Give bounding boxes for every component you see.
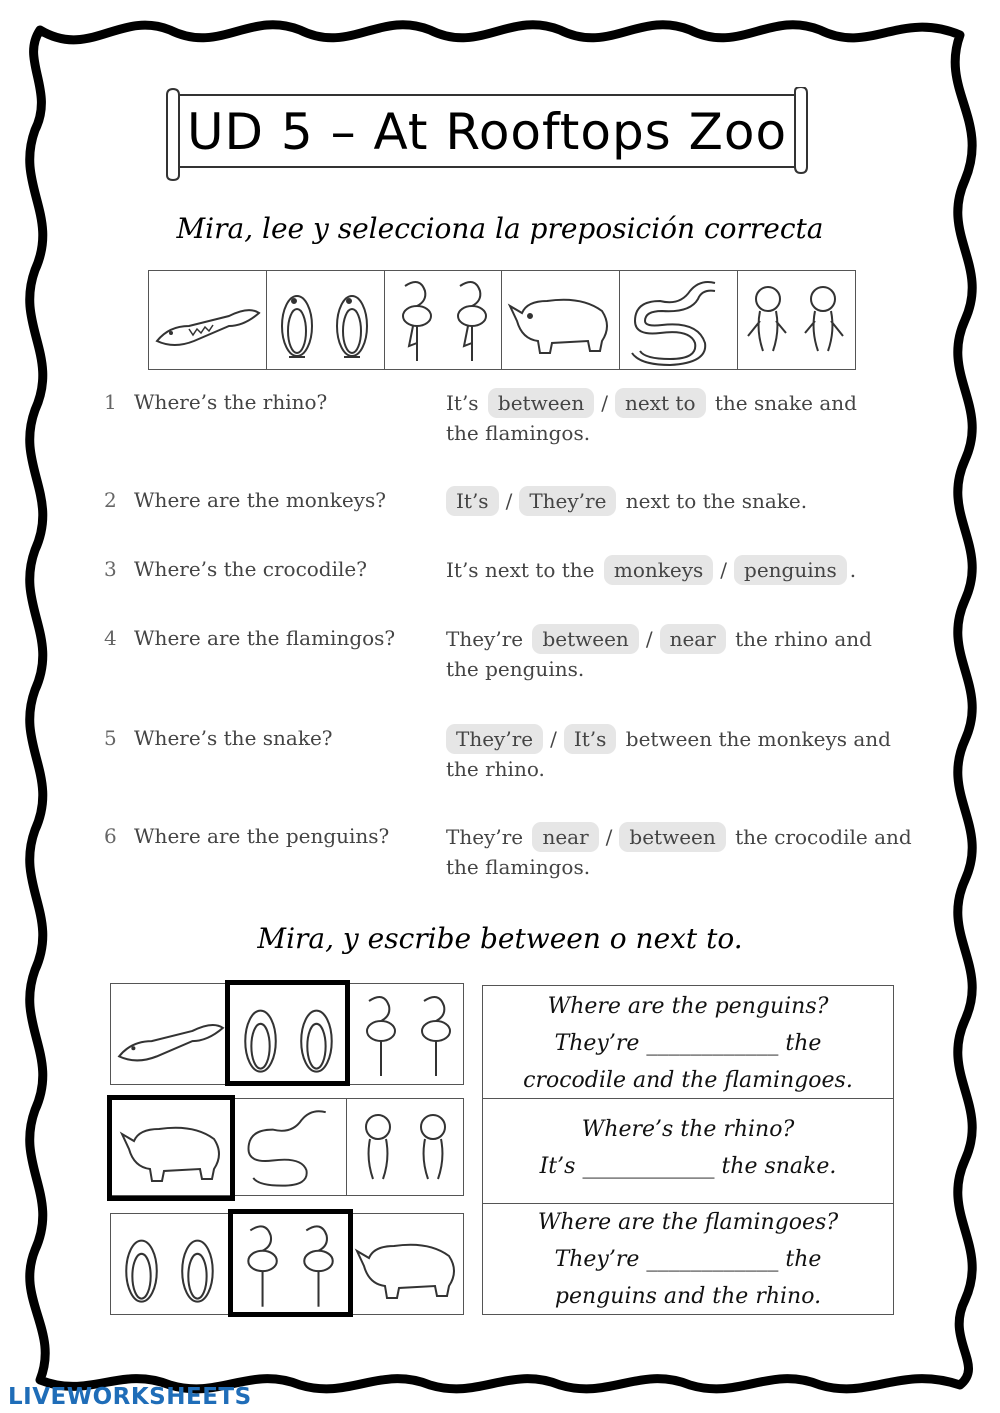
penguins-icon bbox=[111, 1214, 230, 1314]
rhino-icon bbox=[502, 271, 620, 369]
page-title: UD 5 – At Rooftops Zoo bbox=[186, 103, 788, 161]
instruction-write: Mira, y escribe between o next to. bbox=[257, 922, 743, 955]
monkeys-icon bbox=[738, 271, 855, 369]
answer-blank[interactable]: ____________ bbox=[646, 1247, 779, 1272]
question-4: 4 Where are the flamingos? bbox=[104, 626, 396, 650]
question-6: 6 Where are the penguins? bbox=[104, 824, 390, 848]
animal-strip bbox=[148, 270, 856, 370]
option-theyre[interactable]: They’re bbox=[446, 724, 543, 754]
flamingos-icon bbox=[349, 984, 465, 1084]
writing-item-3: Where are the flamingoes? They’re ____________ the penguins and the rhino. bbox=[483, 1203, 893, 1315]
answer-5: They’re / It’s between the monkeys and the rhino. bbox=[446, 724, 926, 784]
highlight-box bbox=[225, 980, 350, 1086]
question-3: 3 Where’s the crocodile? bbox=[104, 557, 367, 581]
option-between[interactable]: between bbox=[488, 388, 594, 418]
option-between[interactable]: between bbox=[619, 822, 725, 852]
snake-icon bbox=[620, 271, 738, 369]
question-2: 2 Where are the monkeys? bbox=[104, 488, 386, 512]
snake-icon bbox=[234, 1099, 347, 1195]
instruction-select: Mira, lee y selecciona la preposición correcta bbox=[176, 212, 824, 245]
option-monkeys[interactable]: monkeys bbox=[604, 555, 713, 585]
option-near[interactable]: near bbox=[532, 822, 598, 852]
crocodile-icon bbox=[149, 271, 267, 369]
rhino-icon bbox=[349, 1214, 465, 1314]
question-5: 5 Where’s the snake? bbox=[104, 726, 333, 750]
liveworksheets-logo: LIVEWORKSHEETS bbox=[8, 1384, 252, 1410]
penguins-icon bbox=[267, 271, 385, 369]
answer-6: They’re near / between the crocodile and the flamingos. bbox=[446, 822, 926, 882]
answer-2: It’s / They’re next to the snake. bbox=[446, 486, 926, 516]
writing-item-1: Where are the penguins? They’re ____________ the crocodile and the flamingoes. bbox=[523, 994, 853, 1093]
answer-blank[interactable]: ____________ bbox=[582, 1154, 715, 1179]
answer-blank[interactable]: ____________ bbox=[646, 1031, 779, 1056]
option-its[interactable]: It’s bbox=[446, 486, 499, 516]
crocodile-icon bbox=[111, 984, 230, 1084]
question-1: 1 Where’s the rhino? bbox=[104, 390, 328, 414]
option-theyre[interactable]: They’re bbox=[519, 486, 616, 516]
answer-4: They’re between / near the rhino and the penguins. bbox=[446, 624, 926, 684]
highlight-box bbox=[228, 1209, 353, 1317]
answer-3: It’s next to the monkeys / penguins . bbox=[446, 555, 926, 585]
option-its[interactable]: It’s bbox=[564, 724, 617, 754]
writing-item-2: Where’s the rhino? It’s ____________ the snake. bbox=[483, 1098, 893, 1203]
highlight-box bbox=[107, 1095, 235, 1201]
monkeys-icon bbox=[347, 1099, 465, 1195]
writing-panel bbox=[482, 985, 894, 1315]
flamingos-icon bbox=[385, 271, 503, 369]
option-next-to[interactable]: next to bbox=[615, 388, 705, 418]
option-between[interactable]: between bbox=[532, 624, 638, 654]
answer-1: It’s between / next to the snake and the flamingos. bbox=[446, 388, 926, 448]
option-penguins[interactable]: penguins bbox=[734, 555, 847, 585]
option-near[interactable]: near bbox=[660, 624, 726, 654]
